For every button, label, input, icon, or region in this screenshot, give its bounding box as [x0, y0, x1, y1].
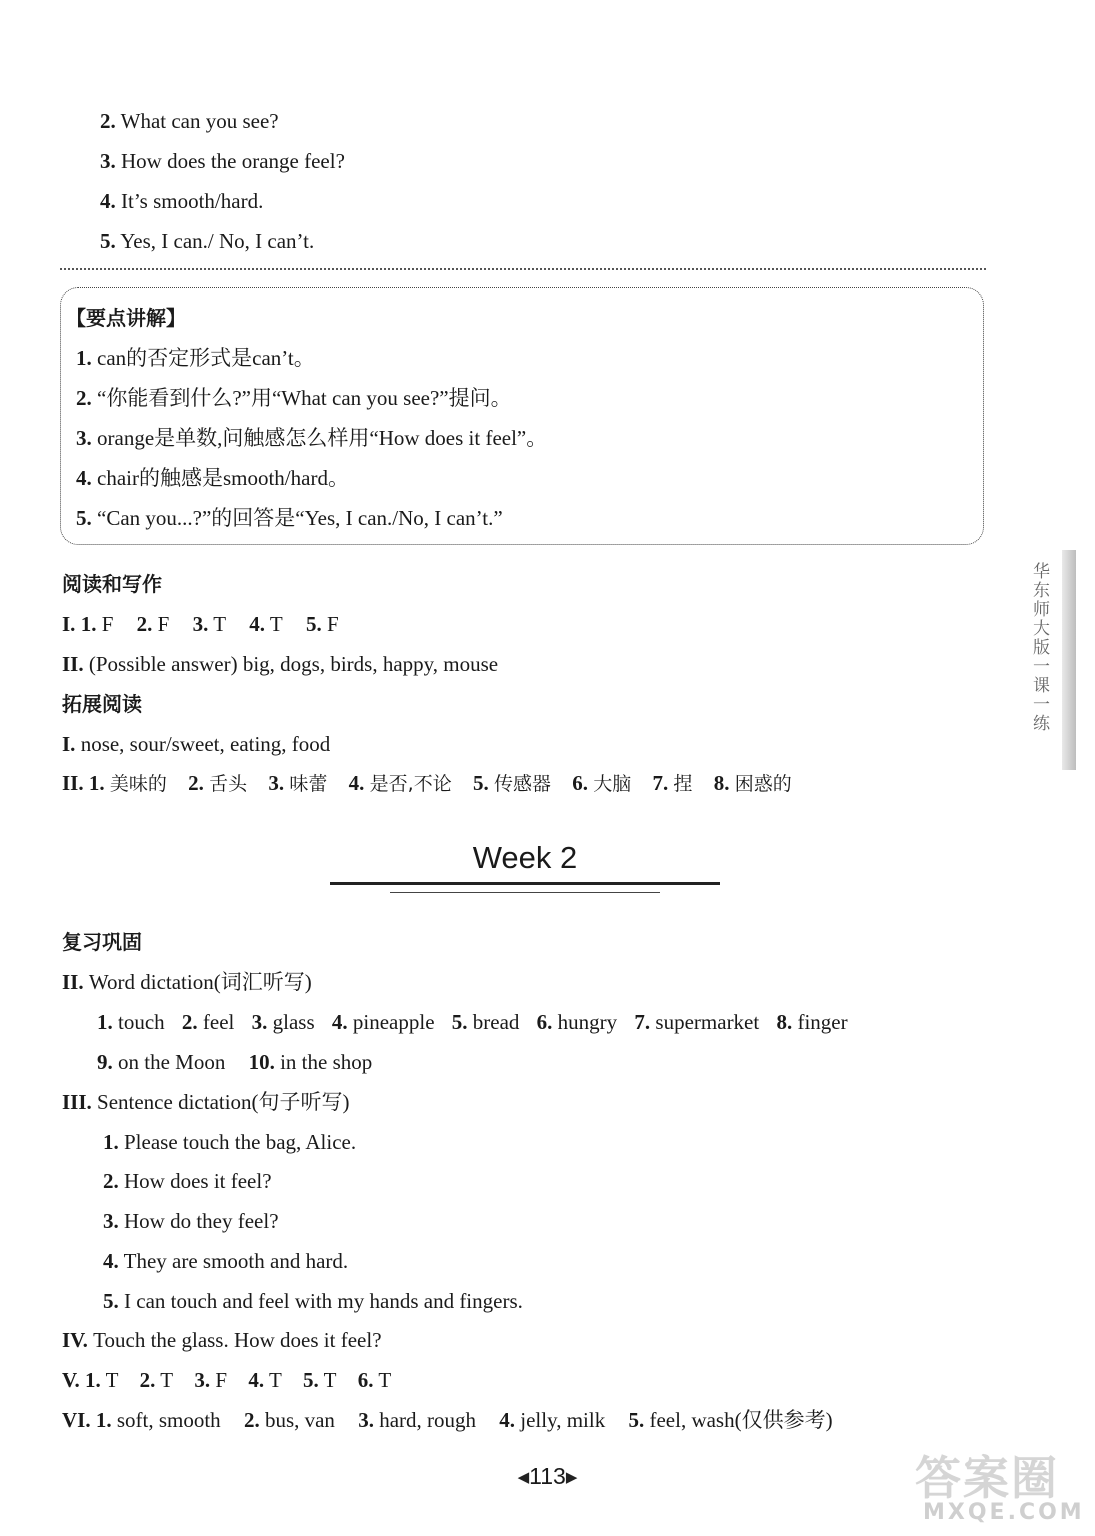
section-heading: 复习巩固 [62, 930, 142, 954]
dotted-divider [60, 268, 986, 270]
answer-line: I. 1. F 2. F 3. T 4. T 5. F [62, 612, 339, 636]
answer-line: 5. Yes, I can./ No, I can’t. [100, 229, 315, 253]
title-underline [330, 882, 720, 885]
part-title: II. Word dictation(词汇听写) [62, 970, 312, 994]
answer-line: 5. I can touch and feel with my hands and fingers. [103, 1289, 523, 1313]
answer-line: VI. 1. soft, smooth 2. bus, van 3. hard, rough 4. jelly, milk 5. feel, wash(仅供参考) [62, 1408, 833, 1432]
key-point-item: 5. “Can you...?”的回答是“Yes, I can./No, I can’t.” [76, 506, 503, 530]
part-title: III. Sentence dictation(句子听写) [62, 1090, 350, 1114]
answer-line: I. nose, sour/sweet, eating, food [62, 732, 331, 756]
answer-line: II. (Possible answer) big, dogs, birds, happy, mouse [62, 652, 499, 676]
answer-line: 1. Please touch the bag, Alice. [103, 1130, 357, 1154]
triangle-left-icon: ◀ [517, 1469, 530, 1486]
section-heading: 阅读和写作 [62, 572, 162, 596]
triangle-right-icon: ▶ [565, 1469, 578, 1486]
answer-line: 3. How do they feel? [103, 1209, 279, 1233]
key-point-item: 1. can的否定形式是can’t。 [76, 346, 315, 370]
key-points-title: 【要点讲解】 [66, 306, 186, 330]
title-underline-thin [390, 892, 660, 893]
page-number: ◀113▶ [517, 1463, 578, 1489]
watermark-text: 答案圈 [915, 1451, 1059, 1505]
answer-line: IV. Touch the glass. How does it feel? [62, 1328, 382, 1352]
answer-line: 4. They are smooth and hard. [103, 1249, 349, 1273]
week-title: Week 2 [472, 840, 578, 875]
side-tab [1010, 550, 1076, 770]
key-point-item: 4. chair的触感是smooth/hard。 [76, 466, 349, 490]
key-point-item: 2. “你能看到什么?”用“What can you see?”提问。 [76, 386, 512, 410]
side-tab-bar [1062, 550, 1076, 770]
key-point-item: 3. orange是单数,问触感怎么样用“How does it feel”。 [76, 426, 548, 450]
answer-line: 4. It’s smooth/hard. [100, 189, 264, 213]
side-tab-label: 华东师大版一课一练 [1029, 562, 1049, 733]
answer-line: II. 1. 美味的 2. 舌头 3. 味蕾 4. 是否,不论 5. 传感器 6. 大脑 7. 捏 8. 困惑的 [62, 771, 792, 795]
watermark-logo [905, 1440, 1085, 1530]
answer-line: 3. How does the orange feel? [100, 149, 345, 173]
answer-line: 2. How does it feel? [103, 1169, 272, 1193]
watermark-url: MXQE.COM [923, 1500, 1085, 1525]
answer-line: 9. on the Moon 10. in the shop [97, 1050, 373, 1074]
section-heading: 拓展阅读 [62, 692, 142, 716]
answer-line: V. 1. T 2. T 3. F 4. T 5. T 6. T [62, 1368, 392, 1392]
answer-line: 2. What can you see? [100, 109, 279, 133]
answer-line: 1. touch 2. feel 3. glass 4. pineapple 5. bread 6. hungry 7. supermarket 8. finger [97, 1010, 848, 1034]
